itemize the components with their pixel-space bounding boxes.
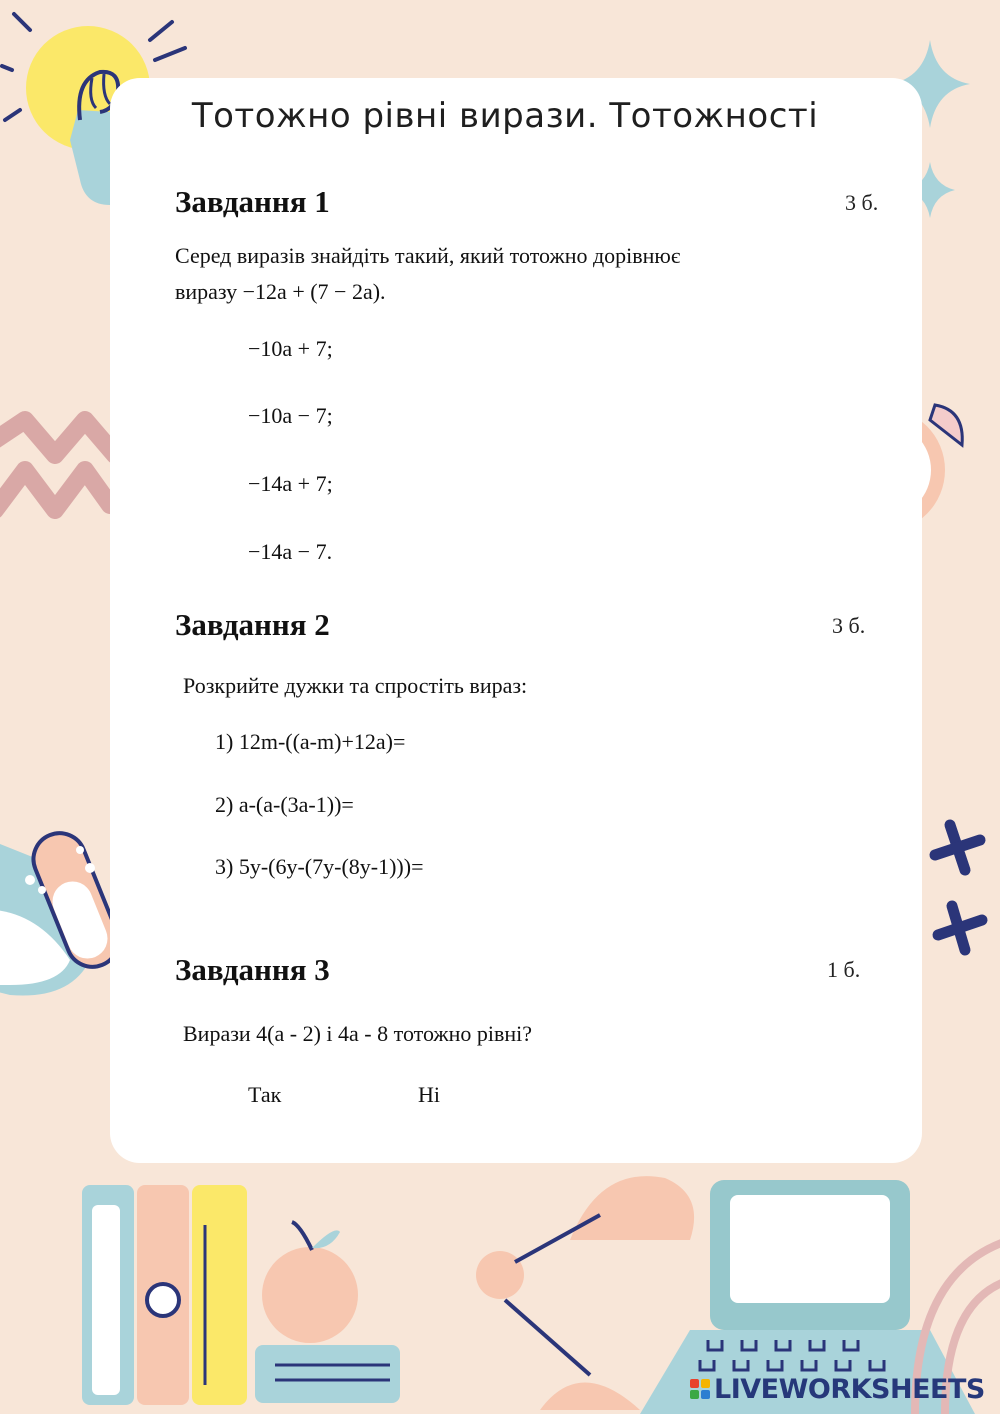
- logo-mark-icon: [690, 1379, 710, 1399]
- brand-name: LIVEWORKSHEETS: [714, 1373, 985, 1405]
- task1-heading: Завдання 1: [175, 184, 330, 219]
- task2-item-3[interactable]: 3) 5y-(6y-(7y-(8y-1)))=: [215, 854, 424, 879]
- logo-square-red: [690, 1379, 699, 1388]
- task2-heading: Завдання 2: [175, 607, 330, 642]
- task1-option-4[interactable]: −14a − 7.: [248, 539, 333, 564]
- task3-prompt: Вирази 4(а - 2) і 4а - 8 тотожно рівні?: [183, 1021, 533, 1046]
- task2-prompt: Розкрийте дужки та спростіть вираз:: [183, 673, 528, 698]
- answer-yes-option[interactable]: Так: [248, 1082, 282, 1107]
- logo-square-green: [690, 1390, 699, 1399]
- logo-square-blue: [701, 1390, 710, 1399]
- task1-points: 3 б.: [845, 190, 879, 215]
- task2-points: 3 б.: [832, 613, 866, 638]
- books-icon: [82, 1185, 247, 1405]
- task1-option-2[interactable]: −10a − 7;: [248, 403, 333, 428]
- flask-icon: [0, 825, 126, 995]
- task1-prompt-line2: виразу −12a + (7 − 2a).: [175, 279, 386, 304]
- task3-points: 1 б.: [827, 957, 861, 982]
- task1-option-1[interactable]: −10a + 7;: [248, 336, 333, 361]
- logo-square-yellow: [701, 1379, 710, 1388]
- task3-heading: Завдання 3: [175, 952, 330, 987]
- liveworksheets-logo: [690, 1372, 985, 1406]
- answer-no-option[interactable]: Ні: [418, 1082, 440, 1107]
- page-title: Тотожно рівні вирази. Тотожності: [191, 96, 819, 136]
- task1-option-3[interactable]: −14a + 7;: [248, 471, 333, 496]
- task1-prompt-line1: Серед виразів знайдіть такий, який тотожно дорівнює: [175, 243, 681, 268]
- task2-item-1[interactable]: 1) 12m-((a-m)+12a)=: [215, 729, 406, 754]
- task2-item-2[interactable]: 2) a-(a-(3a-1))=: [215, 792, 354, 817]
